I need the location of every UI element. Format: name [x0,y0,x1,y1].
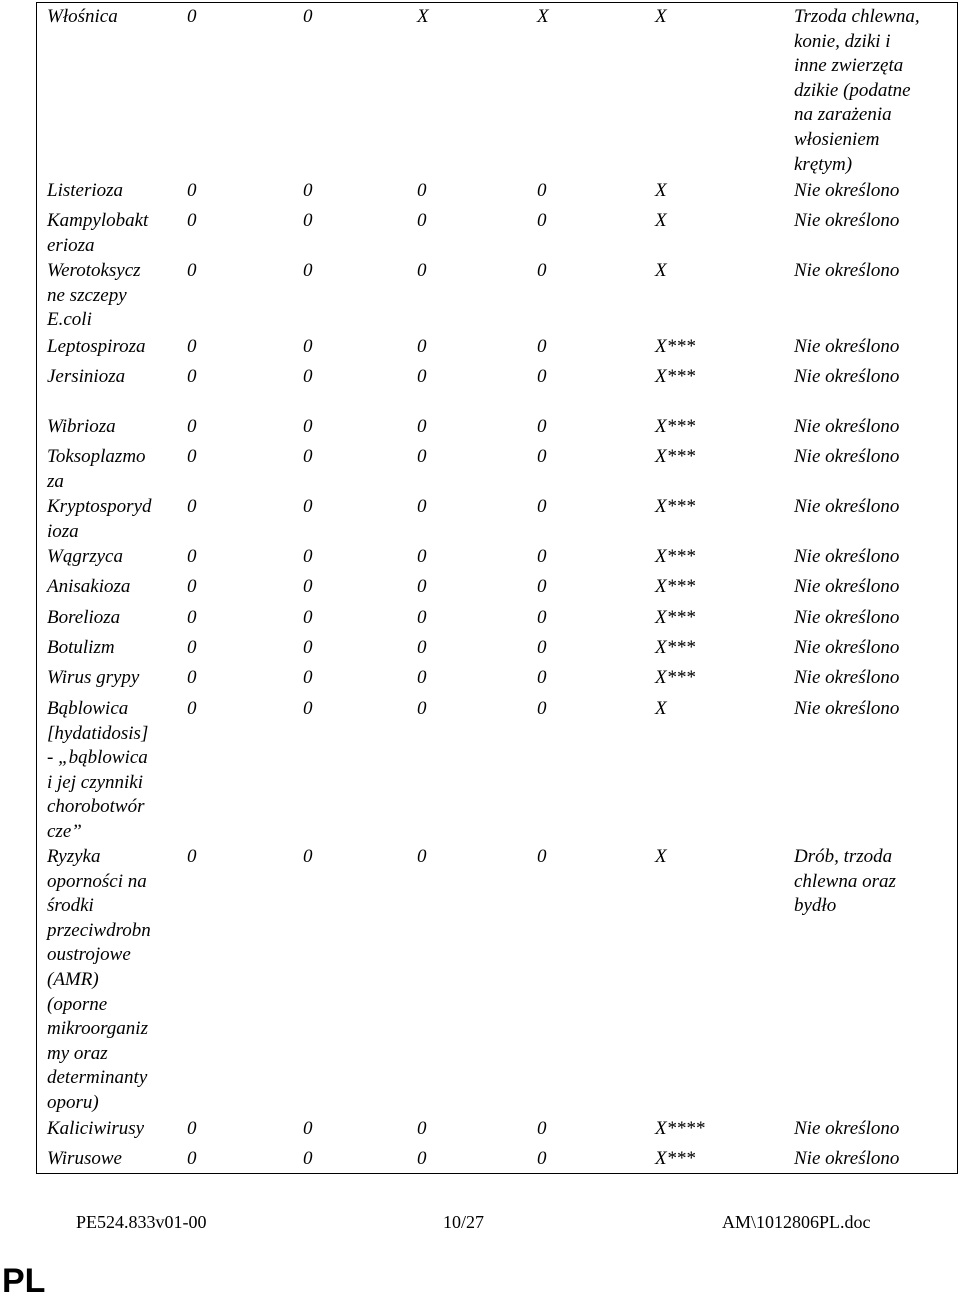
species-note-line: chlewna oraz [794,870,896,892]
disease-name-line: chorobotwór [47,796,145,818]
status-cell-col2: 0 [303,607,313,628]
disease-name-line: erioza [47,234,95,256]
disease-name-line: Listerioza [47,180,124,201]
status-cell-col3: 0 [417,496,427,517]
species-note-line: Nie określono [794,366,900,387]
status-cell-col1: 0 [187,576,197,597]
species-note-cell [794,1117,954,1142]
status-cell-col4: 0 [537,846,547,867]
status-cell-col4: X [537,6,549,27]
status-cell-col2: 0 [303,366,313,387]
disease-name-line: Borelioza [47,607,121,628]
status-cell-col4: 0 [537,496,547,517]
species-note-line: Nie określono [794,607,900,628]
status-cell-col3: 0 [417,260,427,281]
disease-name-line: Anisakioza [47,576,131,597]
status-cell-col3: 0 [417,576,427,597]
disease-name-line: Botulizm [47,637,115,658]
species-note-cell [794,415,954,440]
species-note-line: Drób, trzoda [794,846,893,867]
species-note-line: dzikie (podatne [794,79,911,101]
status-cell-col2: 0 [303,667,313,688]
status-cell-col5: X*** [655,416,696,437]
status-cell-col5: X*** [655,366,696,387]
status-cell-col4: 0 [537,607,547,628]
species-note-line: na zarażenia [794,104,892,126]
disease-name-line: E.coli [47,309,92,331]
disease-name-line: Jersinioza [47,366,126,387]
disease-name-line: mikroorganiz [47,1018,148,1040]
disease-name-cell [47,575,175,600]
status-cell-col4: 0 [537,180,547,201]
status-cell-col3: 0 [417,366,427,387]
species-note-line: Trzoda chlewna, [794,6,920,27]
status-cell-col5: X*** [655,667,696,688]
status-cell-col2: 0 [303,546,313,567]
disease-name-line: Ryzyka [47,846,101,867]
disease-name-line: determinanty [47,1067,148,1089]
species-note-cell [794,5,954,177]
species-note-line: bydło [794,895,837,917]
status-cell-col1: 0 [187,416,197,437]
status-cell-col4: 0 [537,546,547,567]
disease-name-cell [47,335,175,360]
status-cell-col3: 0 [417,667,427,688]
species-note-line: Nie określono [794,1118,900,1139]
species-note-cell [794,209,954,234]
disease-name-line: Wągrzyca [47,546,123,567]
status-cell-col2: 0 [303,846,313,867]
status-cell-col2: 0 [303,698,313,719]
status-cell-col2: 0 [303,446,313,467]
disease-name-cell [47,365,175,390]
disease-name-line: Werotoksycz [47,260,141,281]
page-footer [0,1212,960,1242]
disease-name-line: Toksoplazmo [47,446,146,467]
status-cell-col5: X*** [655,336,696,357]
disease-name-line: za [47,470,64,492]
status-cell-col4: 0 [537,366,547,387]
disease-name-line: oustrojowe [47,944,131,966]
status-cell-col2: 0 [303,637,313,658]
species-note-line: Nie określono [794,637,900,658]
disease-name-line: Kryptosporyd [47,496,152,517]
status-cell-col5: X**** [655,1118,705,1139]
disease-name-line: Leptospiroza [47,336,146,357]
disease-name-cell [47,1117,175,1142]
status-cell-col1: 0 [187,446,197,467]
status-cell-col4: 0 [537,698,547,719]
status-cell-col4: 0 [537,637,547,658]
status-cell-col4: 0 [537,576,547,597]
status-cell-col5: X [655,698,667,719]
status-cell-col4: 0 [537,336,547,357]
status-cell-col5: X [655,210,667,231]
species-note-cell [794,259,954,284]
status-cell-col2: 0 [303,6,313,27]
status-cell-col3: 0 [417,180,427,201]
status-cell-col4: 0 [537,416,547,437]
disease-name-line: (oporne [47,993,108,1015]
status-cell-col3: 0 [417,846,427,867]
disease-name-cell [47,845,175,1116]
disease-name-line: Wirus grypy [47,667,140,688]
disease-name-line: Wibrioza [47,416,116,437]
disease-name-line: Wirusowe [47,1148,122,1169]
disease-name-cell [47,606,175,631]
species-note-cell [794,666,954,691]
disease-name-line: oporności na [47,870,147,892]
species-note-line: Nie określono [794,667,900,688]
status-cell-col3: 0 [417,416,427,437]
status-cell-col5: X*** [655,607,696,628]
data-table [36,2,958,1174]
status-cell-col2: 0 [303,496,313,517]
disease-name-line: Kaliciwirusy [47,1118,145,1139]
status-cell-col2: 0 [303,336,313,357]
disease-name-cell [47,636,175,661]
species-note-cell [794,575,954,600]
status-cell-col2: 0 [303,576,313,597]
disease-name-line: Kampylobakt [47,210,149,231]
status-cell-col3: X [417,6,429,27]
status-cell-col2: 0 [303,1118,313,1139]
disease-name-line: cze” [47,820,82,842]
status-cell-col5: X [655,6,667,27]
status-cell-col2: 0 [303,180,313,201]
status-cell-col2: 0 [303,1148,313,1169]
disease-name-line: oporu) [47,1091,99,1113]
species-note-cell [794,697,954,722]
species-note-line: Nie określono [794,416,900,437]
species-note-line: Nie określono [794,260,900,281]
disease-name-line: i jej czynniki [47,771,144,793]
status-cell-col1: 0 [187,1148,197,1169]
species-note-cell [794,445,954,470]
species-note-cell [794,179,954,204]
status-cell-col5: X [655,260,667,281]
status-cell-col5: X*** [655,576,696,597]
status-cell-col4: 0 [537,260,547,281]
status-cell-col5: X [655,180,667,201]
species-note-line: włosieniem [794,128,880,150]
species-note-line: krętym) [794,153,853,175]
page-number: 10/27 [443,1212,485,1232]
disease-name-cell [47,697,175,845]
status-cell-col3: 0 [417,698,427,719]
disease-name-line: ioza [47,520,79,542]
status-cell-col4: 0 [537,446,547,467]
disease-name-line: przeciwdrobn [47,919,151,941]
status-cell-col1: 0 [187,667,197,688]
status-cell-col3: 0 [417,637,427,658]
species-note-line: Nie określono [794,496,900,517]
status-cell-col2: 0 [303,260,313,281]
disease-name-line: ne szczepy [47,284,127,306]
language-code: PL [2,1262,46,1300]
document-reference: PE524.833v01-00 [76,1212,207,1232]
disease-name-line: my oraz [47,1042,108,1064]
species-note-cell [794,1147,954,1172]
disease-name-cell [47,209,175,258]
disease-name-cell [47,179,175,204]
species-note-line: Nie określono [794,180,900,201]
status-cell-col1: 0 [187,6,197,27]
disease-name-cell [47,445,175,494]
disease-name-line: - „bąblowica [47,747,148,769]
disease-name-line: Włośnica [47,6,118,27]
status-cell-col5: X*** [655,496,696,517]
species-note-cell [794,845,954,919]
document-filename: AM\1012806PL.doc [722,1212,871,1232]
status-cell-col1: 0 [187,607,197,628]
status-cell-col1: 0 [187,546,197,567]
disease-name-cell [47,545,175,570]
status-cell-col1: 0 [187,1118,197,1139]
status-cell-col3: 0 [417,607,427,628]
status-cell-col4: 0 [537,1118,547,1139]
species-note-cell [794,495,954,520]
status-cell-col1: 0 [187,496,197,517]
status-cell-col1: 0 [187,698,197,719]
status-cell-col4: 0 [537,210,547,231]
disease-name-line: Bąblowica [47,698,129,719]
species-note-line: Nie określono [794,210,900,231]
species-note-line: Nie określono [794,576,900,597]
status-cell-col4: 0 [537,667,547,688]
disease-name-line: (AMR) [47,968,99,990]
status-cell-col3: 0 [417,446,427,467]
species-note-line: Nie określono [794,698,900,719]
status-cell-col1: 0 [187,366,197,387]
species-note-cell [794,545,954,570]
disease-name-cell [47,495,175,544]
status-cell-col1: 0 [187,336,197,357]
disease-name-line: [hydatidosis] [47,722,149,744]
status-cell-col1: 0 [187,210,197,231]
status-cell-col1: 0 [187,180,197,201]
species-note-line: Nie określono [794,336,900,357]
status-cell-col3: 0 [417,336,427,357]
status-cell-col3: 0 [417,1118,427,1139]
disease-name-cell [47,666,175,691]
status-cell-col2: 0 [303,210,313,231]
status-cell-col5: X*** [655,1148,696,1169]
disease-name-cell [47,5,175,30]
status-cell-col3: 0 [417,1148,427,1169]
species-note-cell [794,606,954,631]
disease-name-cell [47,415,175,440]
status-cell-col5: X*** [655,446,696,467]
disease-name-line: środki [47,895,94,917]
status-cell-col1: 0 [187,637,197,658]
status-cell-col5: X*** [655,637,696,658]
status-cell-col2: 0 [303,416,313,437]
species-note-line: Nie określono [794,546,900,567]
status-cell-col3: 0 [417,546,427,567]
species-note-cell [794,365,954,390]
species-note-line: konie, dziki i [794,30,891,52]
status-cell-col4: 0 [537,1148,547,1169]
status-cell-col5: X [655,846,667,867]
species-note-line: Nie określono [794,1148,900,1169]
status-cell-col3: 0 [417,210,427,231]
status-cell-col5: X*** [655,546,696,567]
species-note-cell [794,636,954,661]
disease-name-cell [47,259,175,333]
status-cell-col1: 0 [187,260,197,281]
disease-name-cell [47,1147,175,1172]
species-note-line: inne zwierzęta [794,55,904,77]
species-note-line: Nie określono [794,446,900,467]
species-note-cell [794,335,954,360]
status-cell-col1: 0 [187,846,197,867]
